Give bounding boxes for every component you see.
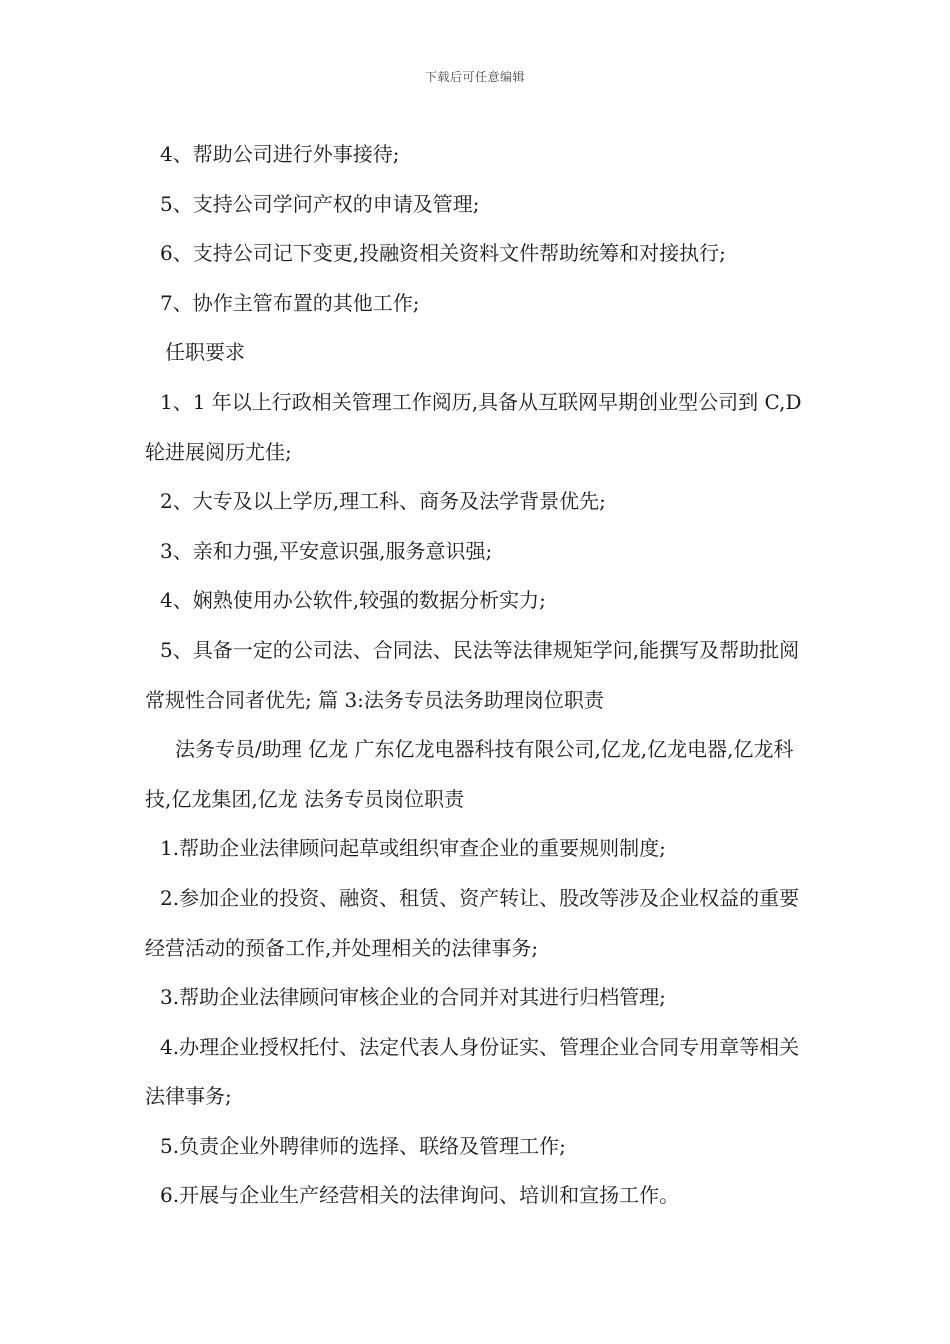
paragraph: 7、协作主管布置的其他工作; — [160, 290, 420, 315]
paragraph: 4.办理企业授权托付、法定代表人身份证实、管理企业合同专用章等相关法律事务; — [145, 1034, 800, 1109]
paragraph: 法务专员/助理 亿龙 广东亿龙电器科技有限公司,亿龙,亿龙电器,亿龙科技,亿龙集团,亿龙 法务专员岗位职责 — [145, 737, 794, 811]
paragraph: 2、大专及以上学历,理工科、商务及法学背景优先; — [160, 489, 606, 514]
paragraph: 6.开展与企业生产经营相关的法律询问、培训和宣扬工作。 — [160, 1183, 680, 1208]
paragraph: 4、娴熟使用办公软件,较强的数据分析实力; — [160, 588, 546, 613]
page-header-note: 下载后可任意编辑 — [424, 70, 525, 84]
paragraph: 5、支持公司学问产权的申请及管理; — [160, 191, 480, 216]
paragraph: 1、1 年以上行政相关管理工作阅历,具备从互联网早期创业型公司到 C,D 轮进展阅历尤佳; — [145, 389, 802, 464]
paragraph: 6、支持公司记下变更,投融资相关资料文件帮助统筹和对接执行; — [160, 241, 726, 266]
paragraph: 1.帮助企业法律顾问起草或组织审查企业的重要规则制度; — [160, 836, 666, 861]
paragraph: 5.负责企业外聘律师的选择、联络及管理工作; — [160, 1133, 566, 1158]
section-heading: 任职要求 — [165, 340, 245, 365]
paragraph: 3、亲和力强,平安意识强,服务意识强; — [160, 538, 493, 563]
paragraph: 2.参加企业的投资、融资、租赁、资产转让、股改等涉及企业权益的重要经营活动的预备工作,并处理相关的法律事务; — [145, 885, 800, 960]
document-body — [145, 130, 815, 1221]
paragraph: 5、具备一定的公司法、合同法、民法等法律规矩学问,能撰写及帮助批阅常规性合同者优先; 篇 3:法务专员法务助理岗位职责 — [145, 637, 800, 712]
paragraph: 3.帮助企业法律顾问审核企业的合同并对其进行归档管理; — [160, 985, 666, 1010]
paragraph: 4、帮助公司进行外事接待; — [160, 142, 400, 166]
